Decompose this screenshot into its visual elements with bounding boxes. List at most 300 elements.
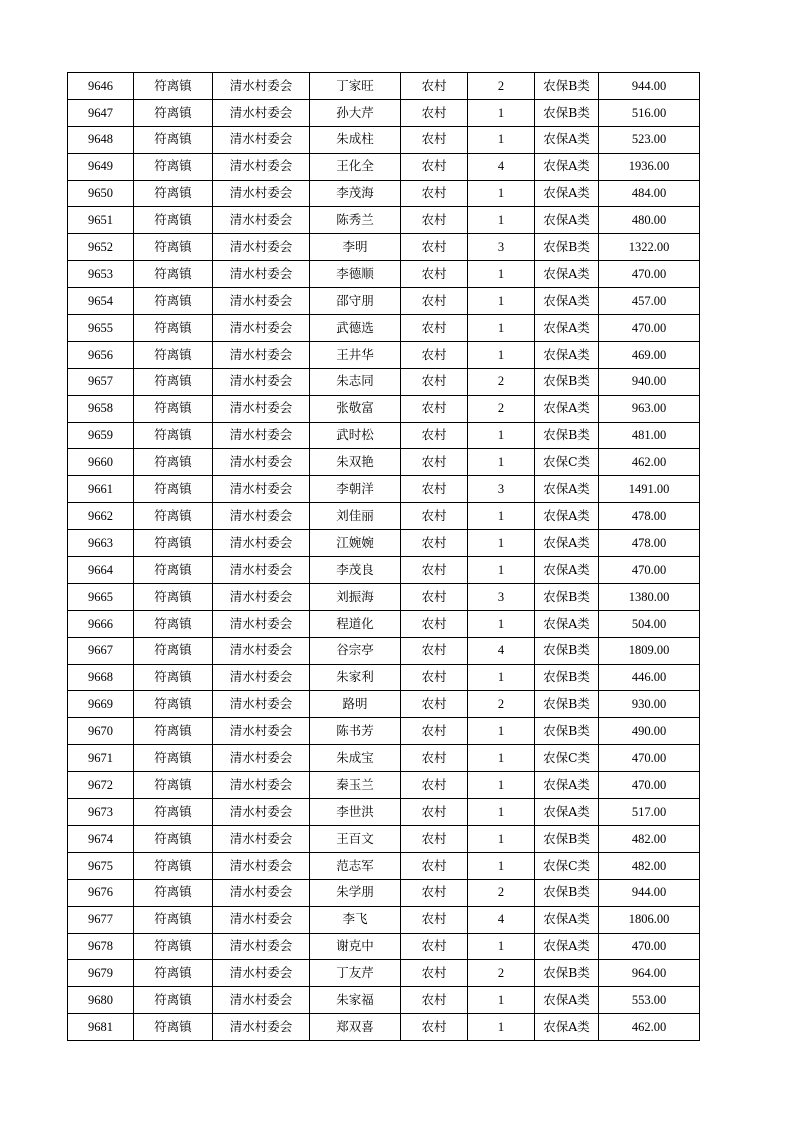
area-type-cell: 农村 <box>401 449 468 476</box>
amount-cell: 446.00 <box>599 664 700 691</box>
name-cell: 李茂良 <box>310 557 401 584</box>
amount-cell: 462.00 <box>599 449 700 476</box>
area-type-cell: 农村 <box>401 126 468 153</box>
serial-number-cell: 9663 <box>68 530 134 557</box>
amount-cell: 553.00 <box>599 987 700 1014</box>
village-committee-cell: 清水村委会 <box>213 557 310 584</box>
serial-number-cell: 9650 <box>68 180 134 207</box>
household-count-cell: 1 <box>468 1014 535 1041</box>
town-cell: 符离镇 <box>134 530 213 557</box>
serial-number-cell: 9649 <box>68 153 134 180</box>
category-cell: 农保A类 <box>535 557 599 584</box>
table-row <box>68 395 700 422</box>
serial-number-cell: 9657 <box>68 368 134 395</box>
name-cell: 李世洪 <box>310 799 401 826</box>
household-count-cell: 1 <box>468 99 535 126</box>
table-row <box>68 906 700 933</box>
area-type-cell: 农村 <box>401 315 468 342</box>
area-type-cell: 农村 <box>401 503 468 530</box>
table-row <box>68 987 700 1014</box>
area-type-cell: 农村 <box>401 960 468 987</box>
household-count-cell: 1 <box>468 718 535 745</box>
town-cell: 符离镇 <box>134 180 213 207</box>
serial-number-cell: 9675 <box>68 852 134 879</box>
village-committee-cell: 清水村委会 <box>213 583 310 610</box>
village-committee-cell: 清水村委会 <box>213 637 310 664</box>
name-cell: 陈秀兰 <box>310 207 401 234</box>
household-count-cell: 2 <box>468 691 535 718</box>
area-type-cell: 农村 <box>401 530 468 557</box>
category-cell: 农保B类 <box>535 99 599 126</box>
category-cell: 农保C类 <box>535 449 599 476</box>
town-cell: 符离镇 <box>134 583 213 610</box>
table-row <box>68 933 700 960</box>
category-cell: 农保A类 <box>535 395 599 422</box>
table-row <box>68 503 700 530</box>
household-count-cell: 3 <box>468 234 535 261</box>
town-cell: 符离镇 <box>134 691 213 718</box>
town-cell: 符离镇 <box>134 261 213 288</box>
amount-cell: 457.00 <box>599 288 700 315</box>
serial-number-cell: 9658 <box>68 395 134 422</box>
village-committee-cell: 清水村委会 <box>213 449 310 476</box>
name-cell: 郑双喜 <box>310 1014 401 1041</box>
category-cell: 农保A类 <box>535 799 599 826</box>
serial-number-cell: 9680 <box>68 987 134 1014</box>
table-row <box>68 852 700 879</box>
area-type-cell: 农村 <box>401 718 468 745</box>
amount-cell: 470.00 <box>599 745 700 772</box>
area-type-cell: 农村 <box>401 583 468 610</box>
village-committee-cell: 清水村委会 <box>213 180 310 207</box>
serial-number-cell: 9672 <box>68 772 134 799</box>
household-count-cell: 1 <box>468 126 535 153</box>
category-cell: 农保B类 <box>535 960 599 987</box>
village-committee-cell: 清水村委会 <box>213 234 310 261</box>
name-cell: 丁家旺 <box>310 73 401 100</box>
name-cell: 朱家福 <box>310 987 401 1014</box>
area-type-cell: 农村 <box>401 745 468 772</box>
serial-number-cell: 9674 <box>68 825 134 852</box>
name-cell: 李明 <box>310 234 401 261</box>
category-cell: 农保B类 <box>535 664 599 691</box>
town-cell: 符离镇 <box>134 987 213 1014</box>
category-cell: 农保B类 <box>535 583 599 610</box>
household-count-cell: 1 <box>468 852 535 879</box>
town-cell: 符离镇 <box>134 341 213 368</box>
table-row <box>68 288 700 315</box>
village-committee-cell: 清水村委会 <box>213 422 310 449</box>
town-cell: 符离镇 <box>134 557 213 584</box>
household-count-cell: 2 <box>468 395 535 422</box>
table-row <box>68 960 700 987</box>
household-count-cell: 1 <box>468 422 535 449</box>
roster-body <box>68 73 700 1041</box>
village-committee-cell: 清水村委会 <box>213 395 310 422</box>
household-count-cell: 1 <box>468 933 535 960</box>
table-row <box>68 530 700 557</box>
amount-cell: 490.00 <box>599 718 700 745</box>
area-type-cell: 农村 <box>401 637 468 664</box>
name-cell: 朱志同 <box>310 368 401 395</box>
amount-cell: 944.00 <box>599 879 700 906</box>
table-row <box>68 637 700 664</box>
household-count-cell: 1 <box>468 207 535 234</box>
amount-cell: 482.00 <box>599 852 700 879</box>
serial-number-cell: 9669 <box>68 691 134 718</box>
town-cell: 符离镇 <box>134 933 213 960</box>
table-row <box>68 557 700 584</box>
category-cell: 农保A类 <box>535 126 599 153</box>
table-row <box>68 315 700 342</box>
village-committee-cell: 清水村委会 <box>213 503 310 530</box>
amount-cell: 482.00 <box>599 825 700 852</box>
town-cell: 符离镇 <box>134 395 213 422</box>
category-cell: 农保A类 <box>535 503 599 530</box>
table-row <box>68 207 700 234</box>
area-type-cell: 农村 <box>401 422 468 449</box>
household-count-cell: 3 <box>468 476 535 503</box>
name-cell: 朱双艳 <box>310 449 401 476</box>
name-cell: 王化全 <box>310 153 401 180</box>
household-count-cell: 1 <box>468 745 535 772</box>
household-count-cell: 2 <box>468 960 535 987</box>
category-cell: 农保B类 <box>535 368 599 395</box>
amount-cell: 523.00 <box>599 126 700 153</box>
serial-number-cell: 9681 <box>68 1014 134 1041</box>
amount-cell: 1491.00 <box>599 476 700 503</box>
category-cell: 农保B类 <box>535 691 599 718</box>
town-cell: 符离镇 <box>134 772 213 799</box>
household-count-cell: 1 <box>468 772 535 799</box>
village-committee-cell: 清水村委会 <box>213 987 310 1014</box>
area-type-cell: 农村 <box>401 610 468 637</box>
serial-number-cell: 9678 <box>68 933 134 960</box>
village-committee-cell: 清水村委会 <box>213 315 310 342</box>
serial-number-cell: 9656 <box>68 341 134 368</box>
serial-number-cell: 9647 <box>68 99 134 126</box>
category-cell: 农保C类 <box>535 852 599 879</box>
amount-cell: 1806.00 <box>599 906 700 933</box>
name-cell: 谷宗亭 <box>310 637 401 664</box>
area-type-cell: 农村 <box>401 664 468 691</box>
name-cell: 陈书芳 <box>310 718 401 745</box>
serial-number-cell: 9652 <box>68 234 134 261</box>
category-cell: 农保A类 <box>535 341 599 368</box>
category-cell: 农保C类 <box>535 745 599 772</box>
serial-number-cell: 9646 <box>68 73 134 100</box>
serial-number-cell: 9661 <box>68 476 134 503</box>
area-type-cell: 农村 <box>401 1014 468 1041</box>
household-count-cell: 1 <box>468 825 535 852</box>
name-cell: 王百文 <box>310 825 401 852</box>
household-count-cell: 1 <box>468 987 535 1014</box>
area-type-cell: 农村 <box>401 153 468 180</box>
serial-number-cell: 9662 <box>68 503 134 530</box>
town-cell: 符离镇 <box>134 718 213 745</box>
name-cell: 江婉婉 <box>310 530 401 557</box>
table-row <box>68 341 700 368</box>
household-count-cell: 1 <box>468 261 535 288</box>
household-count-cell: 1 <box>468 799 535 826</box>
name-cell: 刘佳丽 <box>310 503 401 530</box>
village-committee-cell: 清水村委会 <box>213 933 310 960</box>
table-row <box>68 126 700 153</box>
town-cell: 符离镇 <box>134 825 213 852</box>
serial-number-cell: 9671 <box>68 745 134 772</box>
town-cell: 符离镇 <box>134 476 213 503</box>
village-committee-cell: 清水村委会 <box>213 691 310 718</box>
town-cell: 符离镇 <box>134 664 213 691</box>
name-cell: 朱成柱 <box>310 126 401 153</box>
serial-number-cell: 9659 <box>68 422 134 449</box>
amount-cell: 963.00 <box>599 395 700 422</box>
area-type-cell: 农村 <box>401 987 468 1014</box>
table-row <box>68 691 700 718</box>
town-cell: 符离镇 <box>134 207 213 234</box>
amount-cell: 517.00 <box>599 799 700 826</box>
serial-number-cell: 9677 <box>68 906 134 933</box>
area-type-cell: 农村 <box>401 557 468 584</box>
area-type-cell: 农村 <box>401 906 468 933</box>
serial-number-cell: 9668 <box>68 664 134 691</box>
serial-number-cell: 9666 <box>68 610 134 637</box>
table-row <box>68 879 700 906</box>
serial-number-cell: 9664 <box>68 557 134 584</box>
village-committee-cell: 清水村委会 <box>213 906 310 933</box>
village-committee-cell: 清水村委会 <box>213 799 310 826</box>
category-cell: 农保A类 <box>535 933 599 960</box>
town-cell: 符离镇 <box>134 906 213 933</box>
town-cell: 符离镇 <box>134 610 213 637</box>
name-cell: 路明 <box>310 691 401 718</box>
category-cell: 农保B类 <box>535 422 599 449</box>
name-cell: 丁友芹 <box>310 960 401 987</box>
amount-cell: 470.00 <box>599 315 700 342</box>
town-cell: 符离镇 <box>134 449 213 476</box>
amount-cell: 1322.00 <box>599 234 700 261</box>
village-committee-cell: 清水村委会 <box>213 879 310 906</box>
name-cell: 武德选 <box>310 315 401 342</box>
household-count-cell: 2 <box>468 368 535 395</box>
town-cell: 符离镇 <box>134 960 213 987</box>
household-count-cell: 1 <box>468 315 535 342</box>
amount-cell: 469.00 <box>599 341 700 368</box>
town-cell: 符离镇 <box>134 1014 213 1041</box>
amount-cell: 1809.00 <box>599 637 700 664</box>
name-cell: 李茂海 <box>310 180 401 207</box>
table-row <box>68 73 700 100</box>
area-type-cell: 农村 <box>401 933 468 960</box>
table-row <box>68 610 700 637</box>
table-row <box>68 772 700 799</box>
household-count-cell: 1 <box>468 557 535 584</box>
amount-cell: 478.00 <box>599 530 700 557</box>
name-cell: 朱家利 <box>310 664 401 691</box>
area-type-cell: 农村 <box>401 772 468 799</box>
serial-number-cell: 9654 <box>68 288 134 315</box>
village-committee-cell: 清水村委会 <box>213 126 310 153</box>
household-count-cell: 1 <box>468 610 535 637</box>
village-committee-cell: 清水村委会 <box>213 825 310 852</box>
name-cell: 谢克中 <box>310 933 401 960</box>
area-type-cell: 农村 <box>401 341 468 368</box>
table-row <box>68 153 700 180</box>
town-cell: 符离镇 <box>134 503 213 530</box>
village-committee-cell: 清水村委会 <box>213 530 310 557</box>
amount-cell: 940.00 <box>599 368 700 395</box>
table-row <box>68 368 700 395</box>
serial-number-cell: 9665 <box>68 583 134 610</box>
area-type-cell: 农村 <box>401 368 468 395</box>
amount-cell: 516.00 <box>599 99 700 126</box>
category-cell: 农保B类 <box>535 718 599 745</box>
category-cell: 农保A类 <box>535 288 599 315</box>
town-cell: 符离镇 <box>134 153 213 180</box>
town-cell: 符离镇 <box>134 99 213 126</box>
household-count-cell: 1 <box>468 180 535 207</box>
name-cell: 李朝洋 <box>310 476 401 503</box>
town-cell: 符离镇 <box>134 879 213 906</box>
amount-cell: 470.00 <box>599 557 700 584</box>
amount-cell: 964.00 <box>599 960 700 987</box>
category-cell: 农保A类 <box>535 261 599 288</box>
category-cell: 农保A类 <box>535 530 599 557</box>
village-committee-cell: 清水村委会 <box>213 852 310 879</box>
name-cell: 程道化 <box>310 610 401 637</box>
table-row <box>68 422 700 449</box>
name-cell: 王井华 <box>310 341 401 368</box>
amount-cell: 462.00 <box>599 1014 700 1041</box>
table-row <box>68 664 700 691</box>
serial-number-cell: 9667 <box>68 637 134 664</box>
area-type-cell: 农村 <box>401 99 468 126</box>
amount-cell: 478.00 <box>599 503 700 530</box>
area-type-cell: 农村 <box>401 180 468 207</box>
area-type-cell: 农村 <box>401 207 468 234</box>
category-cell: 农保A类 <box>535 906 599 933</box>
serial-number-cell: 9673 <box>68 799 134 826</box>
category-cell: 农保B类 <box>535 825 599 852</box>
household-count-cell: 2 <box>468 879 535 906</box>
name-cell: 朱成宝 <box>310 745 401 772</box>
household-count-cell: 4 <box>468 153 535 180</box>
area-type-cell: 农村 <box>401 261 468 288</box>
table-row <box>68 234 700 261</box>
amount-cell: 1380.00 <box>599 583 700 610</box>
area-type-cell: 农村 <box>401 799 468 826</box>
serial-number-cell: 9670 <box>68 718 134 745</box>
town-cell: 符离镇 <box>134 852 213 879</box>
name-cell: 李德顺 <box>310 261 401 288</box>
amount-cell: 470.00 <box>599 933 700 960</box>
name-cell: 孙大芹 <box>310 99 401 126</box>
area-type-cell: 农村 <box>401 73 468 100</box>
category-cell: 农保B类 <box>535 637 599 664</box>
household-count-cell: 3 <box>468 583 535 610</box>
amount-cell: 480.00 <box>599 207 700 234</box>
village-committee-cell: 清水村委会 <box>213 153 310 180</box>
area-type-cell: 农村 <box>401 476 468 503</box>
village-committee-cell: 清水村委会 <box>213 99 310 126</box>
area-type-cell: 农村 <box>401 395 468 422</box>
category-cell: 农保A类 <box>535 610 599 637</box>
name-cell: 范志军 <box>310 852 401 879</box>
name-cell: 李飞 <box>310 906 401 933</box>
town-cell: 符离镇 <box>134 126 213 153</box>
table-row <box>68 99 700 126</box>
name-cell: 秦玉兰 <box>310 772 401 799</box>
village-committee-cell: 清水村委会 <box>213 341 310 368</box>
table-row <box>68 476 700 503</box>
village-committee-cell: 清水村委会 <box>213 664 310 691</box>
village-committee-cell: 清水村委会 <box>213 261 310 288</box>
category-cell: 农保B类 <box>535 234 599 261</box>
village-committee-cell: 清水村委会 <box>213 288 310 315</box>
village-committee-cell: 清水村委会 <box>213 772 310 799</box>
household-count-cell: 1 <box>468 449 535 476</box>
household-count-cell: 1 <box>468 530 535 557</box>
village-committee-cell: 清水村委会 <box>213 610 310 637</box>
amount-cell: 470.00 <box>599 261 700 288</box>
category-cell: 农保A类 <box>535 772 599 799</box>
town-cell: 符离镇 <box>134 799 213 826</box>
table-row <box>68 180 700 207</box>
table-row <box>68 261 700 288</box>
name-cell: 张敬富 <box>310 395 401 422</box>
area-type-cell: 农村 <box>401 825 468 852</box>
table-row <box>68 799 700 826</box>
amount-cell: 504.00 <box>599 610 700 637</box>
amount-cell: 1936.00 <box>599 153 700 180</box>
table-row <box>68 825 700 852</box>
category-cell: 农保A类 <box>535 1014 599 1041</box>
village-committee-cell: 清水村委会 <box>213 960 310 987</box>
town-cell: 符离镇 <box>134 368 213 395</box>
village-committee-cell: 清水村委会 <box>213 368 310 395</box>
household-count-cell: 4 <box>468 906 535 933</box>
household-count-cell: 1 <box>468 503 535 530</box>
household-count-cell: 1 <box>468 341 535 368</box>
serial-number-cell: 9655 <box>68 315 134 342</box>
area-type-cell: 农村 <box>401 852 468 879</box>
table-row <box>68 449 700 476</box>
village-committee-cell: 清水村委会 <box>213 1014 310 1041</box>
town-cell: 符离镇 <box>134 315 213 342</box>
category-cell: 农保A类 <box>535 207 599 234</box>
serial-number-cell: 9653 <box>68 261 134 288</box>
town-cell: 符离镇 <box>134 73 213 100</box>
town-cell: 符离镇 <box>134 637 213 664</box>
household-count-cell: 1 <box>468 664 535 691</box>
category-cell: 农保A类 <box>535 476 599 503</box>
household-count-cell: 1 <box>468 288 535 315</box>
category-cell: 农保A类 <box>535 153 599 180</box>
table-row <box>68 1014 700 1041</box>
category-cell: 农保A类 <box>535 987 599 1014</box>
roster-table <box>67 72 700 1041</box>
category-cell: 农保B类 <box>535 73 599 100</box>
serial-number-cell: 9648 <box>68 126 134 153</box>
amount-cell: 930.00 <box>599 691 700 718</box>
village-committee-cell: 清水村委会 <box>213 745 310 772</box>
category-cell: 农保A类 <box>535 180 599 207</box>
town-cell: 符离镇 <box>134 745 213 772</box>
village-committee-cell: 清水村委会 <box>213 73 310 100</box>
area-type-cell: 农村 <box>401 234 468 261</box>
town-cell: 符离镇 <box>134 234 213 261</box>
village-committee-cell: 清水村委会 <box>213 207 310 234</box>
